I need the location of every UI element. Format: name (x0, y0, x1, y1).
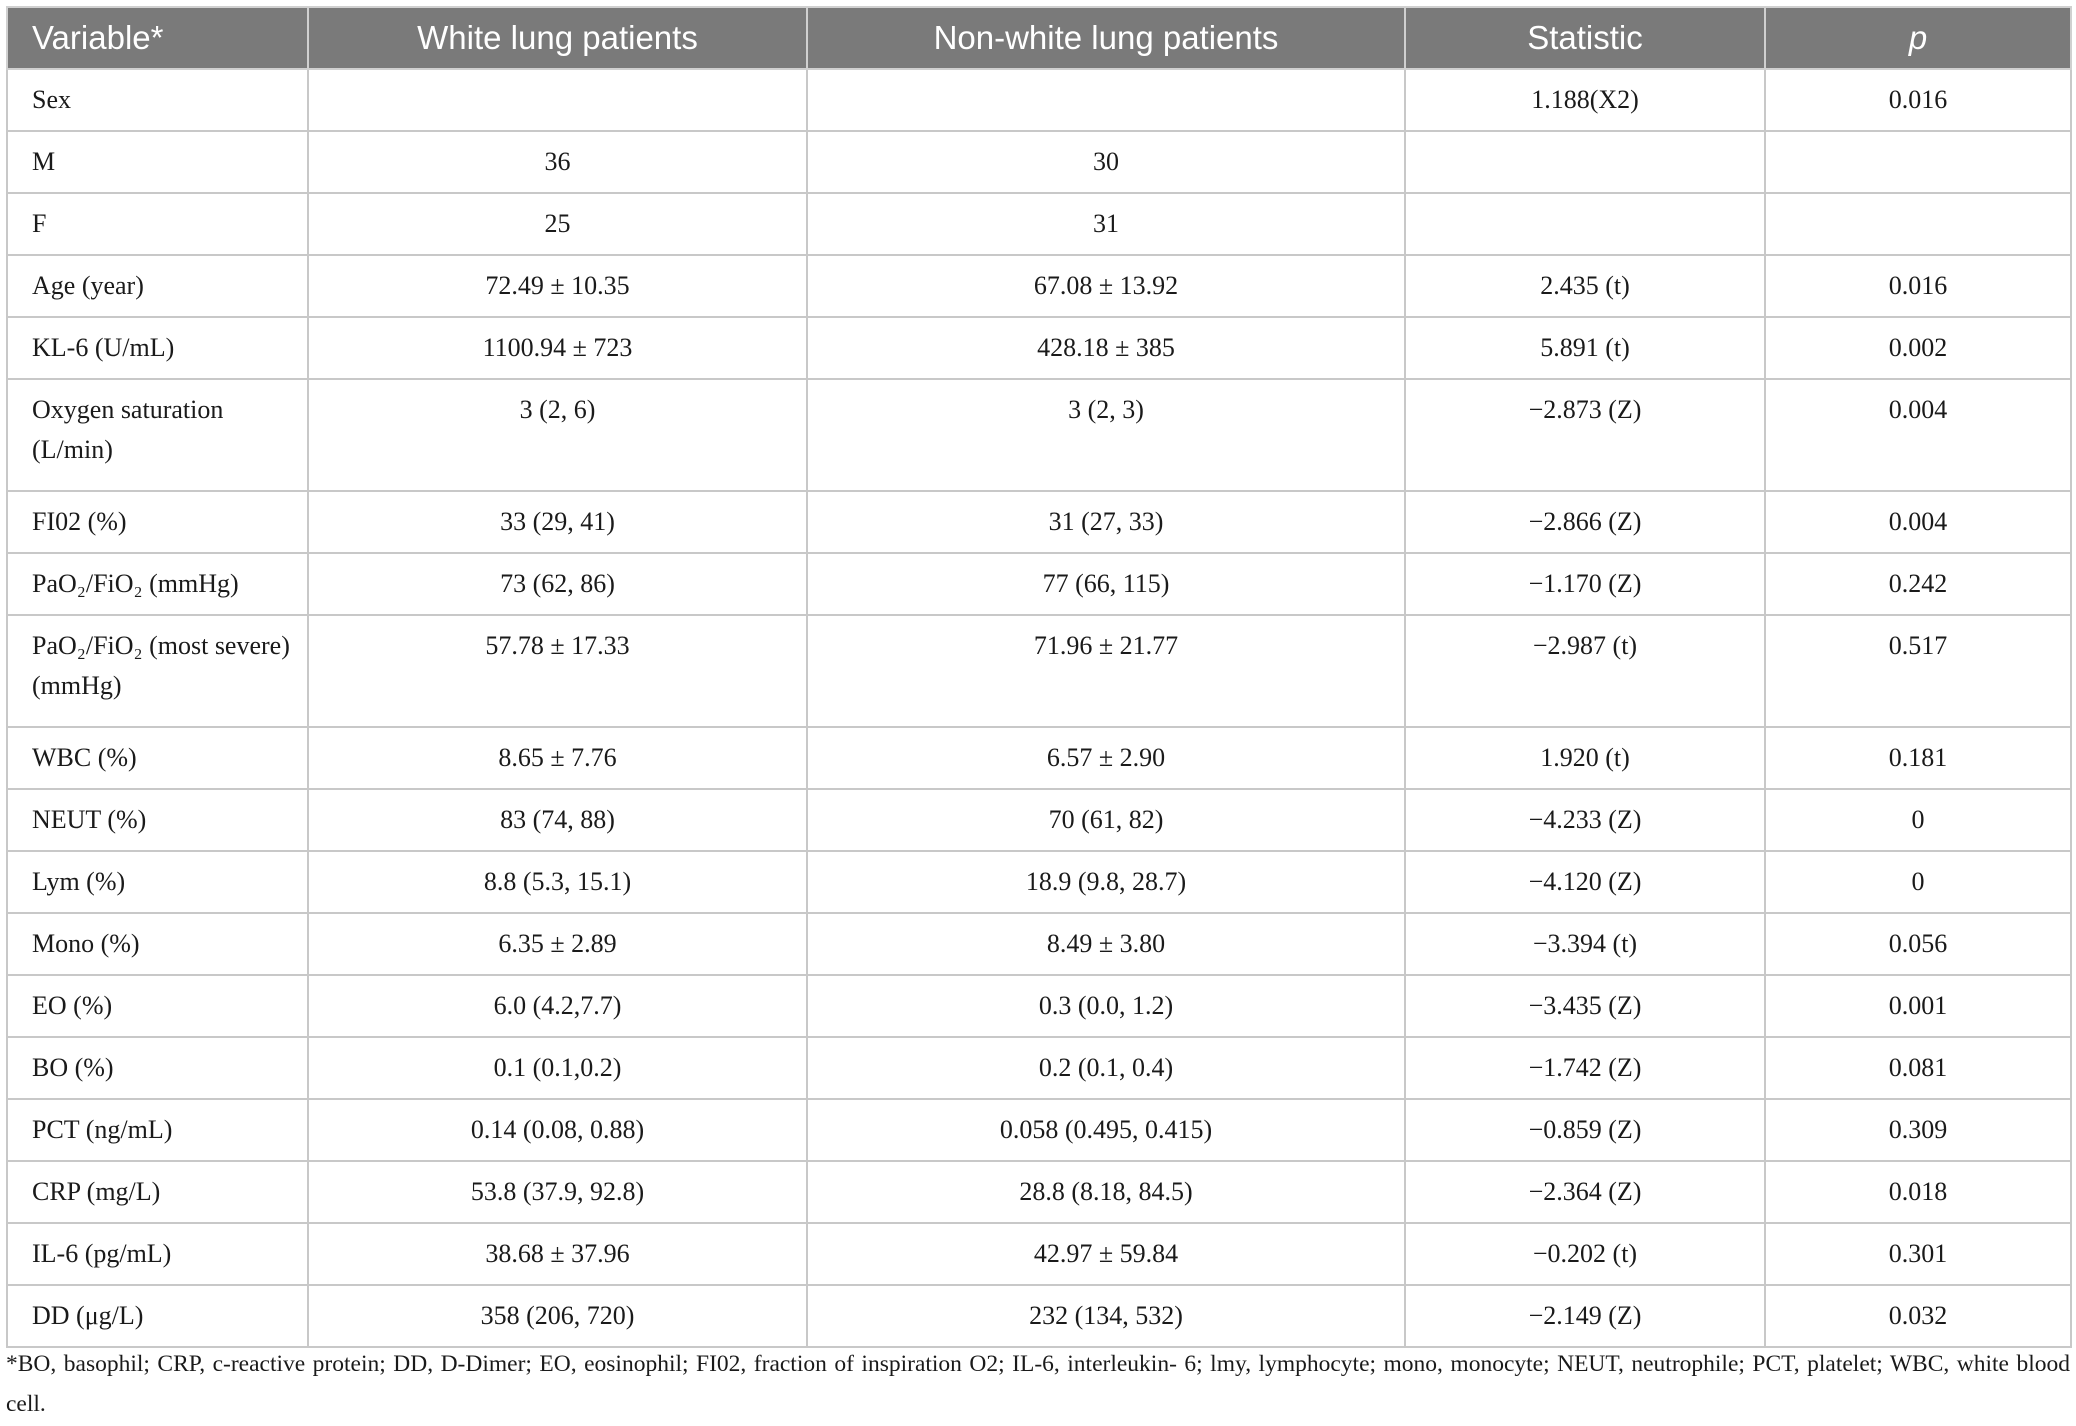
cell-p: 0.056 (1765, 913, 2071, 975)
table-row (7, 379, 2071, 491)
cell-white: 25 (308, 193, 807, 255)
cell-nonwhite: 28.8 (8.18, 84.5) (807, 1161, 1405, 1223)
cell-statistic: −4.120 (Z) (1405, 851, 1765, 913)
table-container (6, 6, 2070, 1348)
cell-white: 73 (62, 86) (308, 553, 807, 615)
cell-p: 0.001 (1765, 975, 2071, 1037)
cell-statistic: −1.742 (Z) (1405, 1037, 1765, 1099)
cell-nonwhite: 67.08 ± 13.92 (807, 255, 1405, 317)
header-row (7, 7, 2071, 69)
table-row (7, 1285, 2071, 1347)
cell-statistic: −3.394 (t) (1405, 913, 1765, 975)
cell-nonwhite: 0.3 (0.0, 1.2) (807, 975, 1405, 1037)
cell-white: 0.14 (0.08, 0.88) (308, 1099, 807, 1161)
cell-p: 0.004 (1765, 379, 2071, 491)
cell-nonwhite: 0.2 (0.1, 0.4) (807, 1037, 1405, 1099)
table-row (7, 255, 2071, 317)
cell-p: 0.004 (1765, 491, 2071, 553)
cell-p: 0 (1765, 789, 2071, 851)
table-row (7, 131, 2071, 193)
cell-nonwhite: 6.57 ± 2.90 (807, 727, 1405, 789)
cell-white: 57.78 ± 17.33 (308, 615, 807, 727)
cell-p (1765, 131, 2071, 193)
table-row (7, 789, 2071, 851)
cell-statistic (1405, 131, 1765, 193)
cell-nonwhite: 31 (27, 33) (807, 491, 1405, 553)
cell-variable: NEUT (%) (7, 789, 308, 851)
cell-statistic: −0.859 (Z) (1405, 1099, 1765, 1161)
table-row (7, 913, 2071, 975)
cell-nonwhite (807, 69, 1405, 131)
table-body (7, 69, 2071, 1347)
cell-white: 36 (308, 131, 807, 193)
cell-p: 0 (1765, 851, 2071, 913)
cell-p: 0.016 (1765, 69, 2071, 131)
cell-p: 0.081 (1765, 1037, 2071, 1099)
cell-variable: Oxygen saturation (L/min) (7, 379, 308, 491)
table-row (7, 553, 2071, 615)
cell-variable: WBC (%) (7, 727, 308, 789)
cell-nonwhite: 71.96 ± 21.77 (807, 615, 1405, 727)
cell-variable: FI02 (%) (7, 491, 308, 553)
cell-nonwhite: 428.18 ± 385 (807, 317, 1405, 379)
cell-white: 6.35 ± 2.89 (308, 913, 807, 975)
cell-white: 358 (206, 720) (308, 1285, 807, 1347)
table-row (7, 975, 2071, 1037)
cell-statistic: 5.891 (t) (1405, 317, 1765, 379)
cell-p: 0.032 (1765, 1285, 2071, 1347)
cell-nonwhite: 30 (807, 131, 1405, 193)
cell-statistic (1405, 193, 1765, 255)
cell-variable: CRP (mg/L) (7, 1161, 308, 1223)
cell-white: 53.8 (37.9, 92.8) (308, 1161, 807, 1223)
header-p-value: p (1765, 7, 2071, 69)
cell-variable: Mono (%) (7, 913, 308, 975)
cell-variable: F (7, 193, 308, 255)
cell-variable: BO (%) (7, 1037, 308, 1099)
cell-variable: Lym (%) (7, 851, 308, 913)
cell-statistic: −2.873 (Z) (1405, 379, 1765, 491)
cell-p: 0.018 (1765, 1161, 2071, 1223)
cell-variable: PCT (ng/mL) (7, 1099, 308, 1161)
cell-white: 1100.94 ± 723 (308, 317, 807, 379)
cell-statistic: −2.866 (Z) (1405, 491, 1765, 553)
cell-variable: PaO₂/FiO₂ (mmHg) (7, 553, 308, 615)
cell-p: 0.002 (1765, 317, 2071, 379)
cell-white: 38.68 ± 37.96 (308, 1223, 807, 1285)
cell-statistic: −4.233 (Z) (1405, 789, 1765, 851)
cell-nonwhite: 232 (134, 532) (807, 1285, 1405, 1347)
cell-nonwhite: 42.97 ± 59.84 (807, 1223, 1405, 1285)
data-table (6, 6, 2072, 1348)
cell-p: 0.517 (1765, 615, 2071, 727)
table-footnote: *BO, basophil; CRP, c-reactive protein; DD, D-Dimer; EO, eosinophil; FI02, fraction of inspiration O2; IL-6, interleukin- 6; lmy, lymphocyte; mono, monocyte; NEUT, neutrophile; PCT, platelet; WBC, white blood cell. (6, 1351, 2070, 1417)
cell-white: 33 (29, 41) (308, 491, 807, 553)
cell-statistic: 1.920 (t) (1405, 727, 1765, 789)
cell-variable: KL-6 (U/mL) (7, 317, 308, 379)
cell-nonwhite: 0.058 (0.495, 0.415) (807, 1099, 1405, 1161)
cell-p: 0.181 (1765, 727, 2071, 789)
cell-variable: PaO₂/FiO₂ (most severe) (mmHg) (7, 615, 308, 727)
cell-p (1765, 193, 2071, 255)
table-row (7, 1161, 2071, 1223)
cell-nonwhite: 3 (2, 3) (807, 379, 1405, 491)
cell-statistic: −0.202 (t) (1405, 1223, 1765, 1285)
cell-p: 0.242 (1765, 553, 2071, 615)
header-statistic: Statistic (1405, 7, 1765, 69)
cell-nonwhite: 70 (61, 82) (807, 789, 1405, 851)
cell-statistic: −1.170 (Z) (1405, 553, 1765, 615)
cell-white: 8.65 ± 7.76 (308, 727, 807, 789)
cell-white: 8.8 (5.3, 15.1) (308, 851, 807, 913)
cell-white: 83 (74, 88) (308, 789, 807, 851)
table-header (7, 7, 2071, 69)
cell-variable: EO (%) (7, 975, 308, 1037)
table-row (7, 1037, 2071, 1099)
cell-variable: M (7, 131, 308, 193)
table-row (7, 317, 2071, 379)
cell-white: 3 (2, 6) (308, 379, 807, 491)
cell-variable: IL-6 (pg/mL) (7, 1223, 308, 1285)
cell-white: 6.0 (4.2,7.7) (308, 975, 807, 1037)
cell-nonwhite: 31 (807, 193, 1405, 255)
table-row (7, 69, 2071, 131)
cell-white: 0.1 (0.1,0.2) (308, 1037, 807, 1099)
cell-statistic: −2.987 (t) (1405, 615, 1765, 727)
cell-statistic: −2.364 (Z) (1405, 1161, 1765, 1223)
cell-nonwhite: 8.49 ± 3.80 (807, 913, 1405, 975)
cell-variable: Age (year) (7, 255, 308, 317)
cell-white: 72.49 ± 10.35 (308, 255, 807, 317)
cell-nonwhite: 18.9 (9.8, 28.7) (807, 851, 1405, 913)
cell-statistic: −3.435 (Z) (1405, 975, 1765, 1037)
header-variable: Variable* (7, 7, 308, 69)
table-row (7, 727, 2071, 789)
table-row (7, 193, 2071, 255)
table-row (7, 491, 2071, 553)
header-white-lung: White lung patients (308, 7, 807, 69)
header-non-white-lung: Non-white lung patients (807, 7, 1405, 69)
cell-p: 0.016 (1765, 255, 2071, 317)
cell-statistic: 1.188(X2) (1405, 69, 1765, 131)
cell-nonwhite: 77 (66, 115) (807, 553, 1405, 615)
table-row (7, 1223, 2071, 1285)
cell-variable: Sex (7, 69, 308, 131)
table-row (7, 851, 2071, 913)
cell-p: 0.309 (1765, 1099, 2071, 1161)
cell-white (308, 69, 807, 131)
cell-statistic: −2.149 (Z) (1405, 1285, 1765, 1347)
table-row (7, 1099, 2071, 1161)
cell-statistic: 2.435 (t) (1405, 255, 1765, 317)
cell-variable: DD (μg/L) (7, 1285, 308, 1347)
table-row (7, 615, 2071, 727)
cell-p: 0.301 (1765, 1223, 2071, 1285)
